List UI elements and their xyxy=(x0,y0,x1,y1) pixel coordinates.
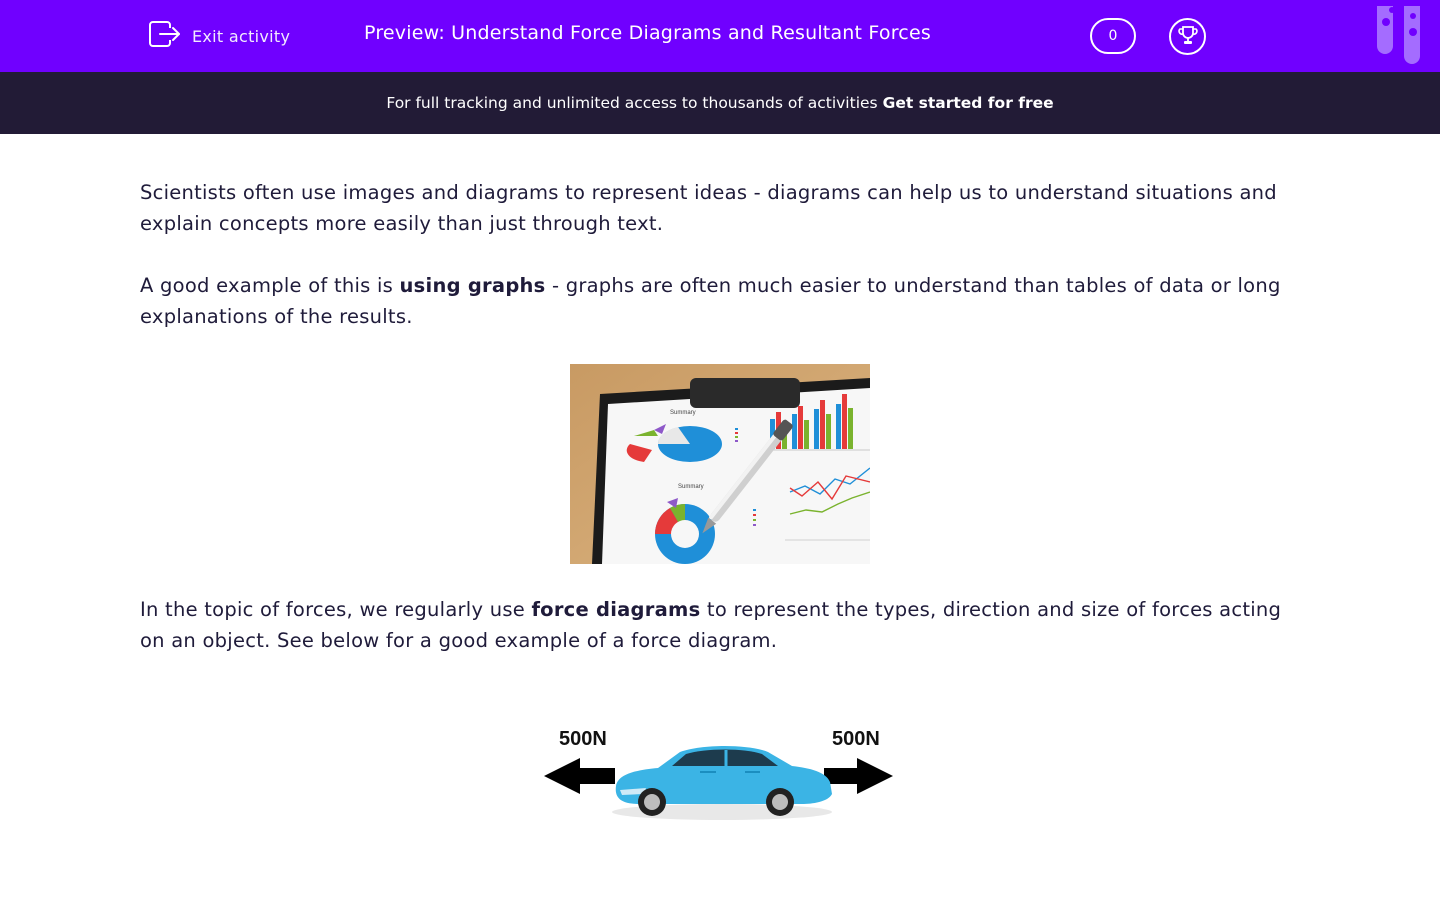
trophy-icon xyxy=(1177,24,1199,50)
force-paragraph-start: In the topic of forces, we regularly use xyxy=(140,598,532,621)
graphs-paragraph-bold: using graphs xyxy=(399,274,546,297)
right-arrow-icon xyxy=(824,758,893,794)
force-paragraph-bold: force diagrams xyxy=(531,598,701,621)
right-force-label: 500N xyxy=(832,728,880,750)
promo-text: For full tracking and unlimited access to thousands of activities xyxy=(386,94,878,112)
promo-banner xyxy=(0,72,1440,134)
force-diagram xyxy=(540,722,900,832)
intro-paragraph: Scientists often use images and diagrams to represent ideas - diagrams can help us to understand situations and explain concepts more easily than just through text. xyxy=(140,181,1277,235)
summary-bottom-label: Summary xyxy=(678,484,704,490)
force-paragraph-end: to represent the types, direction and size of forces acting on an object. See below for a good example of a force diagram. xyxy=(140,598,1282,652)
logo-icon xyxy=(1372,0,1428,66)
left-arrow-icon xyxy=(544,758,615,794)
page-title: Preview: Understand Force Diagrams and Resultant Forces xyxy=(364,22,931,44)
score-badge: 0 xyxy=(1090,18,1136,54)
left-force-label: 500N xyxy=(559,728,607,750)
trophy-button[interactable] xyxy=(1169,18,1206,55)
graphs-paragraph xyxy=(140,270,1300,332)
top-bar xyxy=(0,0,1440,72)
exit-icon xyxy=(148,19,182,53)
get-started-link[interactable]: Get started for free xyxy=(882,94,1054,112)
force-diagrams-paragraph xyxy=(140,594,1300,656)
graphs-paragraph-start: A good example of this is xyxy=(140,274,400,297)
graphs-paragraph-end: - graphs are often much easier to understand than tables of data or long explanations of the results. xyxy=(140,274,1281,328)
exit-activity-button[interactable] xyxy=(148,20,290,52)
exit-activity-label: Exit activity xyxy=(192,26,291,46)
clipboard-charts-image xyxy=(570,364,870,564)
car-icon xyxy=(612,746,832,820)
summary-top-label: Summary xyxy=(670,410,696,416)
